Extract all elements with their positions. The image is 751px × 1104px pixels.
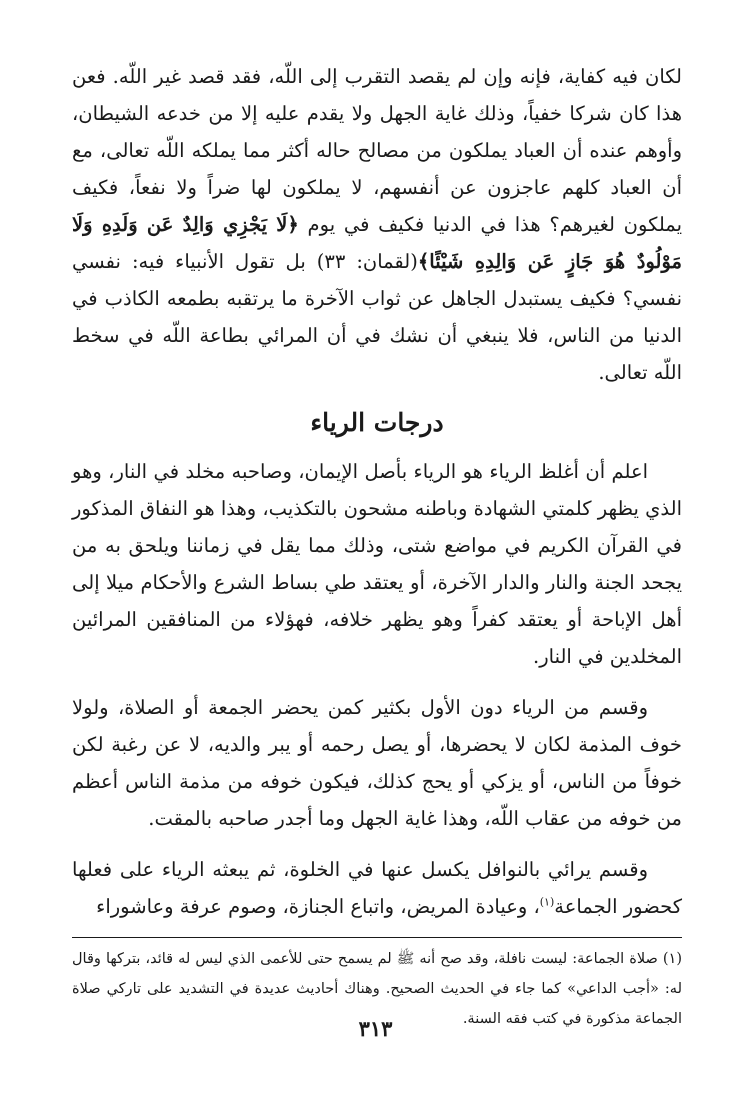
page-body [72,58,682,1034]
intro-text-part2: (لقمان: ٣٣) بل تقول الأنبياء فيه: نفسي نفسي؟ فكيف يستبدل الجاهل عن ثواب الآخرة ما يرتقبه بطمعه الكاذب في الدنيا من الناس، فلا ينبغي أن نشك في أن المرائي بطاعة اللّه في سخط اللّه تعالى. [72,250,682,384]
footnote-divider [72,937,682,938]
paragraph-riya-levels-3 [72,851,682,925]
intro-text-part1: لكان فيه كفاية، فإنه وإن لم يقصد التقرب إلى اللّه، فقد قصد غير اللّه. فعن هذا كان شركا خفياً، وذلك غاية الجهل ولا يقدم عليه إلا من خدعه الشيطان، وأوهم عنده أن العباد يملكون من مصالح حاله أكثر مما يملكه اللّه تعالى، مع أن العباد كلهم عاجزون عن أنفسهم، لا يملكون لها ضراً ولا نفعاً، فكيف يملكون لغيرهم؟ هذا في الدنيا فكيف في يوم [72,65,682,236]
section-title: درجات الرياء [310,408,444,437]
footnote-reference[interactable]: (١) [539,895,555,909]
page-number: ٣١٣ [358,1016,393,1041]
last-paragraph-text-cont: ، وعيادة المريض، واتباع الجنازة، وصوم عرفة وعاشوراء [96,895,540,918]
last-paragraph-text: وقسم يرائي بالنوافل يكسل عنها في الخلوة، ثم يبعثه الرياء على فعلها كحضور الجماعة [72,858,682,918]
quran-verse: ﴿لَا يَجْزِي وَالِدٌ عَن وَلَدِهِ وَلَا مَوْلُودٌ هُوَ جَازٍ عَن وَالِدِهِ شَيْئًا﴾ [72,213,682,273]
intro-paragraph [72,58,682,391]
paragraph-gap [72,837,682,851]
footnote-text: (١) صلاة الجماعة: ليست نافلة، وقد صح أنه ﷺ لم يسمح حتى للأعمى الذي ليس له قائد، بتركها وقال له: «أجب الداعي» كما جاء في الحديث الصحيح. وهناك أحاديث عديدة في التشديد على تاركي صلاة الجماعة مذكورة في كتب فقه السنة. [72,951,682,1027]
paragraph-gap [72,675,682,689]
paragraph-riya-levels-1: اعلم أن أغلظ الرياء هو الرياء بأصل الإيمان، وصاحبه مخلد في النار، وهو الذي يظهر كلمتي الشهادة وباطنه مشحون بالتكذيب، وهذا هو النفاق المذكور في القرآن الكريم في مواضع شتى، وذلك مما يقل في زماننا ويلحق به من يجحد الجنة والنار والدار الآخرة، أو يعتقد طي بساط الشرع والأحكام ميلا إلى أهل الإباحة أو يعتقد كفراً وهو يظهر خلافه، فهؤلاء من المنافقين المرائين المخلدين في النار. [72,460,682,668]
paragraph-riya-levels-2: وقسم من الرياء دون الأول بكثير كمن يحضر الجمعة أو الصلاة، ولولا خوف المذمة لكان لا يحضرها، أو يصل رحمه أو يبر والديه، لا عن رغبة لكن خوفاً من الناس، أو يزكي أو يحج كذلك، فيكون خوفه من مذمة الناس أعظم من خوفه من عقاب اللّه، وهذا غاية الجهل وما أجدر صاحبه بالمقت. [72,696,682,830]
